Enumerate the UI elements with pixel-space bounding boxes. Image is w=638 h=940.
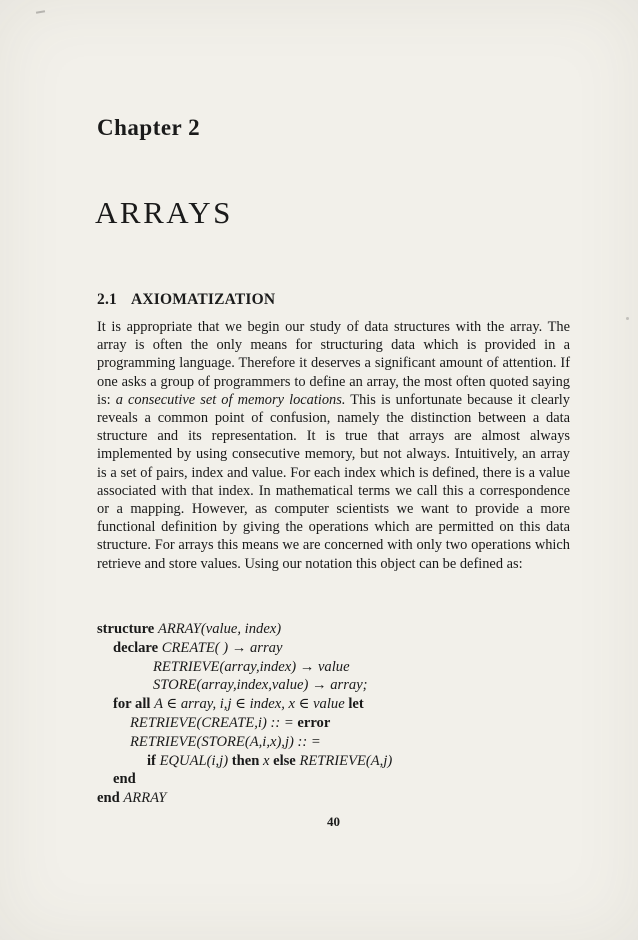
code-line: [97, 639, 392, 658]
code-block: [97, 620, 392, 808]
code-segment: declare: [113, 639, 162, 656]
code-line: [97, 695, 392, 714]
paragraph-italic-phrase: a consecutive set of memory locations.: [115, 391, 346, 408]
paragraph-text-part2: This is unfortunate because it clearly reveals a common point of confusion, namely the distinction between a data structure and its representation. It is true that arrays are almost always implemented by using consecutive memory, but not always. Intuitively, an array is a set of pairs, index and value. For each index which is defined, there is a value associated with that index. In mathematical terms we call this a correspondence or a mapping. However, as computer scientists we want to provide a more functional definition by giving the operations which are permitted on this data structure. For arrays this means we are concerned with only two operations which retrieve and store values. Using our notation this object can be defined as:: [97, 391, 570, 572]
code-segment: RETRIEVE(array,index) → value: [153, 658, 350, 675]
code-segment: RETRIEVE(CREATE,i) :: =: [130, 714, 298, 731]
body-paragraph: [97, 318, 570, 573]
code-segment: for all: [113, 696, 155, 713]
scan-artifact: [36, 10, 45, 14]
paragraph-text-part1: It is appropriate that we begin our study of data structures with the array. The array is often the only means for structuring data which is provided in a programming language. Therefore it deserves a significant amount of attention. If one asks a group of programmers to define an array, the most often quoted saying is:: [97, 319, 570, 408]
code-segment: x: [262, 752, 274, 769]
code-segment: let: [348, 696, 364, 713]
code-segment: end: [97, 790, 124, 807]
code-segment: CREATE( ) → array: [161, 639, 283, 656]
code-segment: then: [231, 752, 263, 769]
section-heading: [97, 291, 275, 309]
code-segment: else: [273, 752, 300, 769]
code-segment: STORE(array,index,value) → array;: [153, 677, 368, 694]
code-segment: if: [147, 752, 160, 769]
section-title: AXIOMATIZATION: [130, 291, 276, 308]
code-line: [97, 770, 392, 789]
code-line: [97, 658, 392, 677]
code-segment: error: [297, 714, 331, 731]
code-line: [97, 620, 392, 639]
chapter-title: ARRAYS: [95, 195, 233, 230]
code-segment: end: [113, 771, 136, 788]
scan-artifact: [626, 317, 629, 320]
code-segment: RETRIEVE(STORE(A,i,x),j) :: =: [130, 733, 321, 750]
code-line: [97, 789, 392, 808]
section-number: 2.1: [97, 291, 117, 308]
code-line: [97, 714, 392, 733]
page-number: 40: [327, 814, 340, 829]
code-line: [97, 752, 392, 771]
code-segment: RETRIEVE(A,j): [299, 752, 393, 769]
code-segment: structure: [97, 621, 158, 637]
code-segment: A ∈ array, i,j ∈ index, x ∈ value: [154, 696, 349, 713]
code-line: [97, 676, 392, 695]
code-segment: ARRAY(value, index): [157, 621, 282, 637]
code-segment: ARRAY: [123, 790, 167, 807]
code-line: [97, 733, 392, 752]
code-segment: EQUAL(i,j): [159, 752, 232, 769]
chapter-label: Chapter 2: [97, 115, 201, 140]
